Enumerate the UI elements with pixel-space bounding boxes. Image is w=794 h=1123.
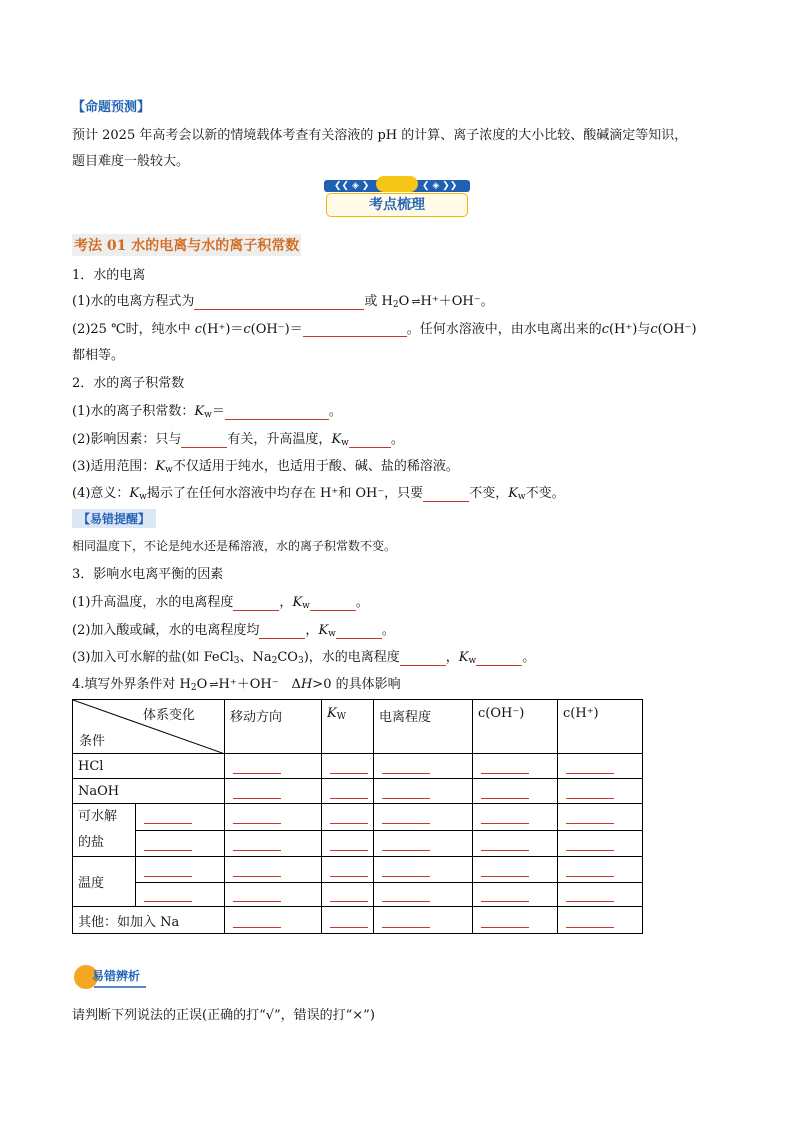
s4-e: >0 的具体影响 — [312, 677, 401, 692]
cell — [374, 754, 473, 779]
cell — [322, 857, 374, 883]
answer-blank — [566, 809, 614, 824]
cell — [558, 857, 643, 883]
cell — [374, 830, 473, 857]
blank-kw-change — [310, 597, 356, 611]
s2-line2 — [72, 428, 404, 448]
kw-k: K — [331, 432, 342, 447]
kw-k: K — [129, 486, 140, 501]
s3-l2-a: (2)加入酸或碱，水的电离程度均 — [72, 623, 260, 638]
answer-blank — [566, 887, 614, 902]
blank-kw — [225, 406, 329, 420]
cell — [374, 779, 473, 804]
blank-factor — [181, 434, 227, 448]
salt-label-1: 可水解 — [78, 809, 118, 824]
kw-sub: w — [517, 492, 526, 502]
row-other-label: 其他：如加入 Na — [73, 907, 225, 934]
answer-blank — [481, 913, 529, 928]
row-hcl-label: HCl — [73, 754, 225, 779]
answer-blank — [233, 759, 281, 774]
s3-l3-a: (3)加入可水解的盐(如 FeCl — [72, 650, 234, 665]
answer-blank — [330, 862, 368, 877]
blank-concentration — [303, 323, 407, 337]
s2-line4 — [72, 482, 565, 502]
cell — [473, 883, 558, 907]
kw-sub: w — [165, 465, 173, 475]
s2-l1-c: 。 — [328, 404, 342, 419]
cell — [225, 804, 322, 831]
answer-blank — [566, 836, 614, 851]
s1-l1-mid: 或 H — [364, 294, 393, 309]
kw-sub: w — [204, 410, 212, 420]
key-points-banner — [324, 176, 470, 220]
answer-blank — [382, 862, 430, 877]
answer-blank — [330, 759, 368, 774]
s2-l1-a: (1)水的离子积常数： — [72, 404, 195, 419]
answer-blank — [144, 836, 192, 851]
forecast-line-1: 预计 2025 年高考会以新的情境载体考查有关溶液的 pH 的计算、离子浓度的大小比较、酸碱滴定等知识， — [72, 128, 688, 143]
forecast-tag: 【命题预测】 — [72, 100, 151, 115]
s3-l1-c: 。 — [355, 595, 369, 610]
s3-l1-a: (1)升高温度，水的电离程度 — [72, 595, 234, 610]
s3-l3-e: ， — [445, 650, 459, 665]
banner-label: 考点梳理 — [326, 193, 468, 217]
answer-blank — [481, 836, 529, 851]
s3-heading: 3．影响水电离平衡的因素 — [72, 567, 224, 582]
kw-sub: W — [336, 712, 346, 722]
answer-blank — [233, 862, 281, 877]
error-analysis-badge — [72, 963, 150, 991]
cell — [322, 883, 374, 907]
answer-blank — [382, 913, 430, 928]
answer-blank — [481, 759, 529, 774]
cell — [558, 804, 643, 831]
cell — [225, 857, 322, 883]
salt-label-2: 的盐 — [78, 835, 105, 850]
s3-line2 — [72, 619, 395, 639]
s3-l3-c: CO — [277, 650, 298, 665]
s3-line1 — [72, 591, 369, 611]
banner-pill — [376, 176, 418, 192]
header-kw — [322, 700, 374, 754]
cell — [225, 830, 322, 857]
answer-blank — [233, 836, 281, 851]
cell — [473, 804, 558, 831]
answer-blank — [144, 862, 192, 877]
answer-blank — [481, 784, 529, 799]
s1-l2-prefix: (2)25 ℃时，纯水中 — [72, 322, 195, 337]
kw-k: K — [155, 459, 166, 474]
blank-degree — [233, 597, 279, 611]
answer-blank — [330, 887, 368, 902]
cell — [322, 779, 374, 804]
answer-blank — [481, 887, 529, 902]
cell — [473, 907, 558, 934]
s1-sub-2: 2 — [392, 300, 399, 310]
section-title: 考法 01 水的电离与水的离子积常数 — [72, 234, 301, 256]
answer-blank — [566, 913, 614, 928]
header-direction: 移动方向 — [225, 700, 322, 754]
answer-blank — [330, 836, 368, 851]
blank-kw-change — [476, 652, 522, 666]
diagonal-header-cell — [73, 700, 225, 754]
cell — [136, 883, 225, 907]
cell — [473, 857, 558, 883]
cell — [558, 883, 643, 907]
answer-blank — [566, 759, 614, 774]
cell — [136, 857, 225, 883]
sub: 3 — [233, 656, 240, 666]
kw-k: K — [194, 404, 205, 419]
s1-l2-oh2: (OH⁻) — [657, 322, 697, 337]
conditions-table — [72, 699, 643, 934]
answer-blank — [330, 809, 368, 824]
s2-line1 — [72, 400, 342, 420]
s3-l2-c: 。 — [381, 623, 395, 638]
s1-l1-prefix: (1)水的电离方程式为 — [72, 294, 195, 309]
row-temp-label: 温度 — [73, 857, 136, 907]
header-degree: 电离程度 — [374, 700, 473, 754]
answer-blank — [481, 862, 529, 877]
cell — [558, 907, 643, 934]
answer-blank — [382, 784, 430, 799]
sub: 2 — [271, 656, 278, 666]
c-italic: c — [601, 322, 609, 337]
tip-text: 相同温度下，不论是纯水还是稀溶液，水的离子积常数不变。 — [72, 539, 397, 553]
blank-ionization-equation — [194, 296, 364, 310]
answer-blank — [481, 809, 529, 824]
answer-blank — [566, 784, 614, 799]
s4-c: H⁺＋OH⁻ Δ — [218, 677, 301, 692]
cell — [374, 883, 473, 907]
diag-top-label: 体系变化 — [143, 708, 196, 723]
s3-l3-d: )，水的电离程度 — [303, 650, 400, 665]
s3-l3-f: 。 — [522, 650, 536, 665]
s1-line1 — [72, 290, 494, 310]
kw-sub: w — [328, 629, 336, 639]
s3-line3 — [72, 646, 535, 666]
answer-blank — [382, 836, 430, 851]
answer-blank — [382, 809, 430, 824]
answer-blank — [233, 913, 281, 928]
answer-blank — [144, 809, 192, 824]
s1-l2-h2: (H⁺)与 — [608, 322, 651, 337]
h-italic: H — [300, 677, 313, 692]
s1-l1-ions: H⁺＋OH⁻。 — [420, 294, 494, 309]
cell — [136, 804, 225, 831]
answer-blank — [233, 809, 281, 824]
error-instruction: 请判断下列说法的正误(正确的打“√”，错误的打“×”) — [72, 1008, 375, 1023]
cell — [225, 754, 322, 779]
answer-blank — [233, 784, 281, 799]
s2-l2-b: 有关，升高温度， — [227, 432, 332, 447]
kw-k: K — [318, 623, 329, 638]
s2-l1-b: ＝ — [211, 404, 225, 419]
answer-blank — [330, 913, 368, 928]
kw-k: K — [458, 650, 469, 665]
s4-line — [72, 673, 401, 693]
left-ornament-icon: ❮❮ ◈ ❯ — [334, 181, 370, 191]
c-italic: c — [243, 322, 251, 337]
cell — [322, 830, 374, 857]
s2-l4-b: 揭示了在任何水溶液中均存在 H⁺和 OH⁻，只要 — [146, 486, 424, 501]
cell — [225, 883, 322, 907]
s1-l2-text: 。任何水溶液中，由水电离出来的 — [406, 322, 602, 337]
equilibrium-arrow-icon: ⇌ — [209, 678, 217, 691]
s2-l4-a: (4)意义： — [72, 486, 130, 501]
s3-l2-b: ， — [305, 623, 319, 638]
answer-blank — [566, 862, 614, 877]
s2-heading: 2．水的离子积常数 — [72, 376, 185, 391]
blank-kw-change — [336, 625, 382, 639]
equilibrium-arrow-icon: ⇌ — [411, 295, 419, 308]
s1-l2-oh: (OH⁻)＝ — [250, 322, 303, 337]
cell — [322, 754, 374, 779]
s1-heading: 1．水的电离 — [72, 268, 146, 283]
kw-k: K — [292, 595, 303, 610]
cell — [374, 907, 473, 934]
s2-l4-d: 不变。 — [525, 486, 565, 501]
blank-condition — [423, 488, 469, 502]
tip-tag: 【易错提醒】 — [72, 509, 156, 528]
s4-b: O — [196, 677, 208, 692]
answer-blank — [382, 887, 430, 902]
error-analysis-label: 易错辨析 — [92, 969, 141, 983]
blank-degree — [259, 625, 305, 639]
forecast-line-2: 题目难度一般较大。 — [72, 154, 190, 169]
s2-l3-a: (3)适用范围： — [72, 459, 156, 474]
cell — [225, 779, 322, 804]
row-naoh-label: NaOH — [73, 779, 225, 804]
c-italic: c — [194, 322, 203, 337]
header-oh: c(OH⁻) — [473, 700, 558, 754]
cell — [558, 830, 643, 857]
blank-degree — [400, 652, 446, 666]
cell — [322, 907, 374, 934]
answer-blank — [233, 887, 281, 902]
s1-l2-h: (H⁺)＝ — [202, 322, 244, 337]
cell — [473, 779, 558, 804]
cell — [374, 804, 473, 831]
kw-k: K — [508, 486, 518, 501]
cell — [374, 857, 473, 883]
kw-sub: w — [468, 656, 477, 666]
blank-kw-change — [349, 434, 391, 448]
right-ornament-icon: ❮ ◈ ❯❯ — [422, 181, 458, 191]
s1-line2 — [72, 318, 697, 337]
cell — [473, 830, 558, 857]
cell — [136, 830, 225, 857]
answer-blank — [144, 887, 192, 902]
kw-sub: w — [341, 438, 349, 448]
cell — [225, 907, 322, 934]
s1-l1-tail: O — [398, 294, 410, 309]
cell — [558, 779, 643, 804]
sub: 2 — [190, 683, 197, 693]
cell — [558, 754, 643, 779]
s2-l4-c: 不变， — [469, 486, 509, 501]
sub: 3 — [297, 656, 304, 666]
diag-bottom-label: 条件 — [79, 734, 106, 749]
cell — [322, 804, 374, 831]
s3-l1-b: ， — [279, 595, 293, 610]
cell — [473, 754, 558, 779]
s2-line3 — [72, 455, 459, 475]
kw-sub: w — [139, 492, 147, 502]
header-h: c(H⁺) — [558, 700, 643, 754]
kw-sub: w — [302, 601, 310, 611]
s4-a: 4.填写外界条件对 H — [72, 677, 191, 692]
row-salt-label — [73, 804, 136, 857]
answer-blank — [330, 784, 368, 799]
answer-blank — [382, 759, 430, 774]
s1-line3: 都相等。 — [72, 348, 125, 363]
kw-k: K — [327, 706, 337, 721]
s2-l3-b: 不仅适用于纯水，也适用于酸、碱、盐的稀溶液。 — [172, 459, 459, 474]
c-italic: c — [650, 322, 658, 337]
s2-l2-a: (2)影响因素：只与 — [72, 432, 182, 447]
s3-l3-b: 、Na — [239, 650, 272, 665]
s2-l2-c: 。 — [390, 432, 404, 447]
